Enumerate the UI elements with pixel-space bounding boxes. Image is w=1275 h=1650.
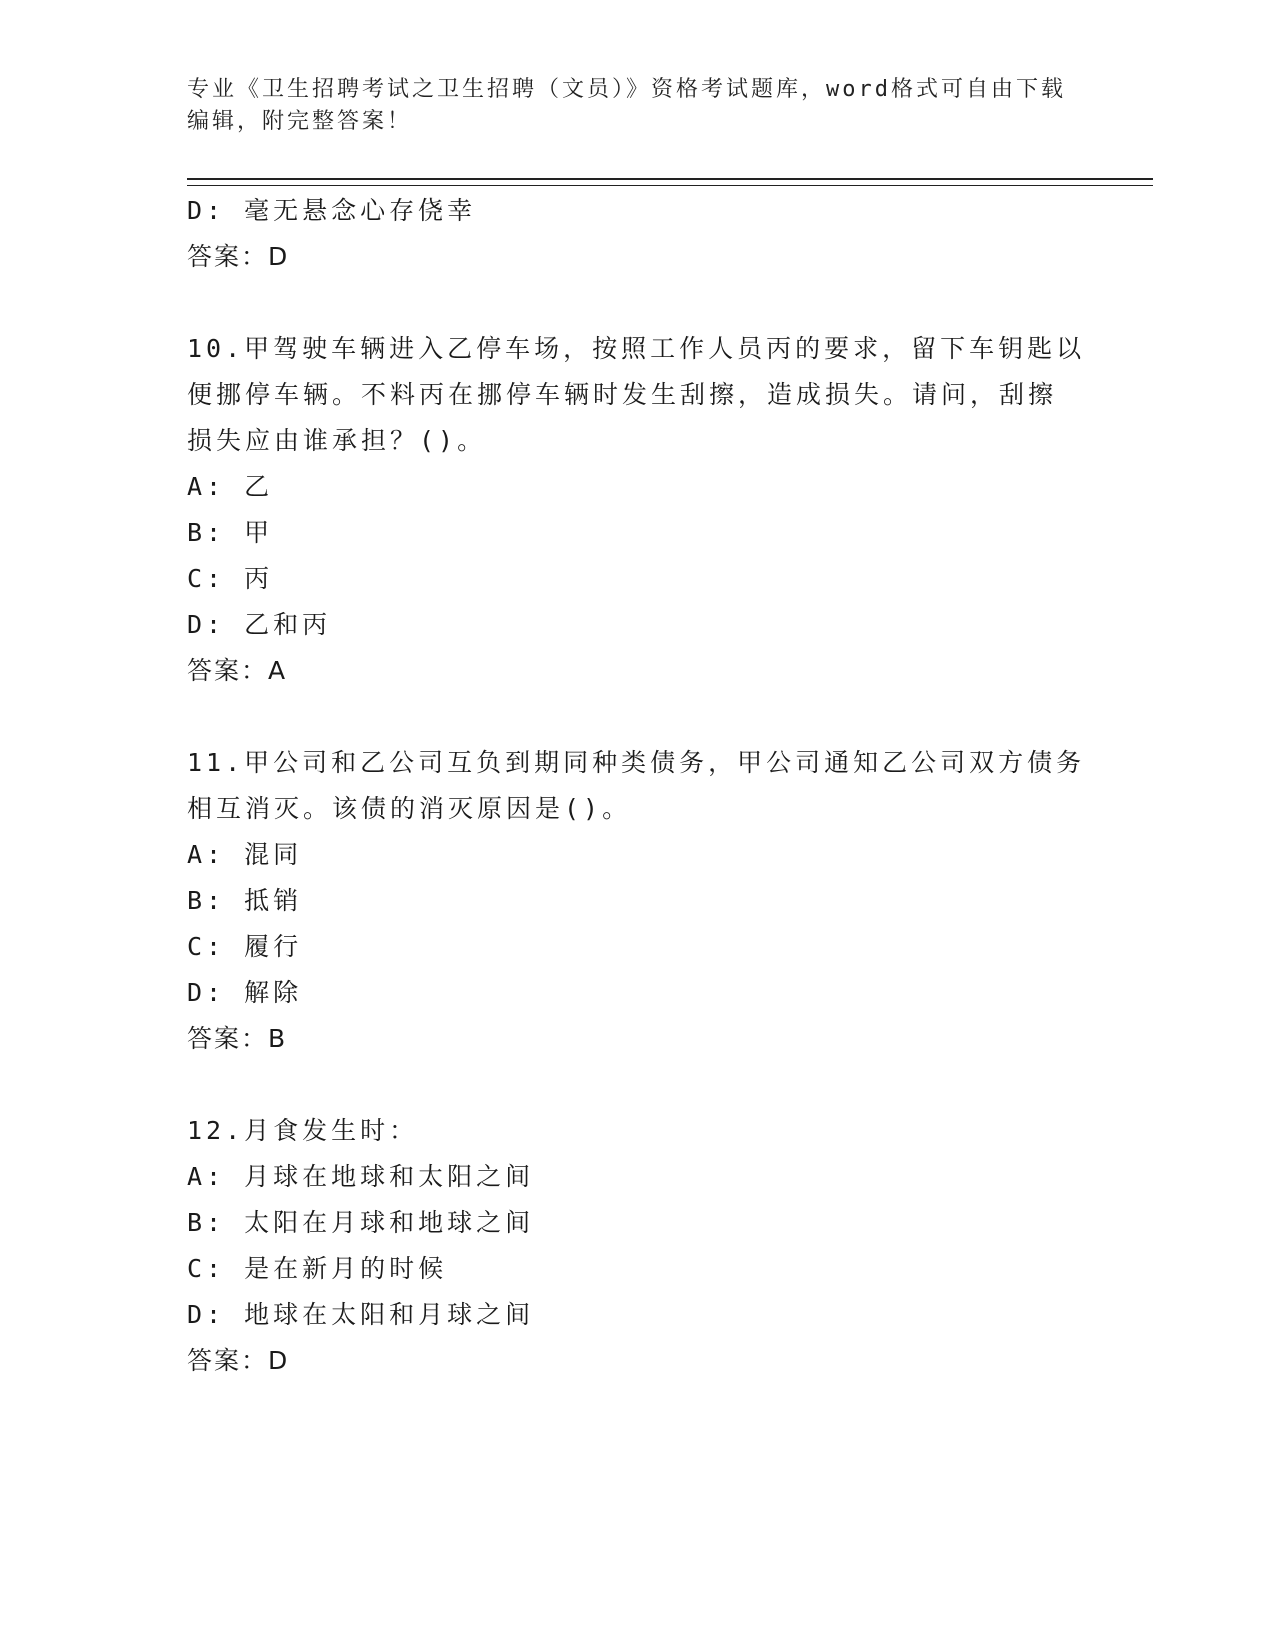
option-d: D: 毫无悬念心存侥幸 <box>187 196 477 225</box>
answer-line: 答案：D <box>187 1346 290 1375</box>
question-text-line: 相互消灭。该债的消灭原因是()。 <box>187 794 632 823</box>
document-body <box>187 188 1087 1384</box>
question-11 <box>187 740 1087 1062</box>
option-a: A: 乙 <box>187 472 274 501</box>
header-line-1: 专业《卫生招聘考试之卫生招聘（文员）》资格考试题库，word格式可自由下载 <box>187 77 1066 102</box>
header-divider <box>187 178 1153 186</box>
option-b: B: 甲 <box>187 518 274 547</box>
option-d: D: 乙和丙 <box>187 610 332 639</box>
question-text <box>187 740 1086 832</box>
question-text <box>187 1108 1067 1154</box>
question-text-line: 12.月食发生时： <box>187 1116 419 1145</box>
option-a: A: 混同 <box>187 840 303 869</box>
question-text-line: 11.甲公司和乙公司互负到期同种类债务，甲公司通知乙公司双方债务 <box>187 748 1086 777</box>
question-text-line: 便挪停车辆。不料丙在挪停车辆时发生刮擦，造成损失。请问，刮擦 <box>187 380 1058 409</box>
question-12 <box>187 1108 1087 1384</box>
answer-line: 答案：D <box>187 242 290 271</box>
option-b: B: 太阳在月球和地球之间 <box>187 1208 535 1237</box>
option-c: C: 履行 <box>187 932 303 961</box>
question-text-line: 10.甲驾驶车辆进入乙停车场，按照工作人员丙的要求，留下车钥匙以 <box>187 334 1086 363</box>
option-c: C: 丙 <box>187 564 274 593</box>
option-a: A: 月球在地球和太阳之间 <box>187 1162 535 1191</box>
question-10 <box>187 326 1087 694</box>
header-line-2: 编辑，附完整答案！ <box>187 109 413 134</box>
answer-line: 答案：B <box>187 1024 288 1053</box>
option-c: C: 是在新月的时候 <box>187 1254 448 1283</box>
option-b: B: 抵销 <box>187 886 303 915</box>
question-text <box>187 326 1086 464</box>
option-d: D: 地球在太阳和月球之间 <box>187 1300 535 1329</box>
question-text-line: 损失应由谁承担？()。 <box>187 426 487 455</box>
answer-line: 答案：A <box>187 656 288 685</box>
page-header <box>187 74 1067 138</box>
option-d: D: 解除 <box>187 978 303 1007</box>
